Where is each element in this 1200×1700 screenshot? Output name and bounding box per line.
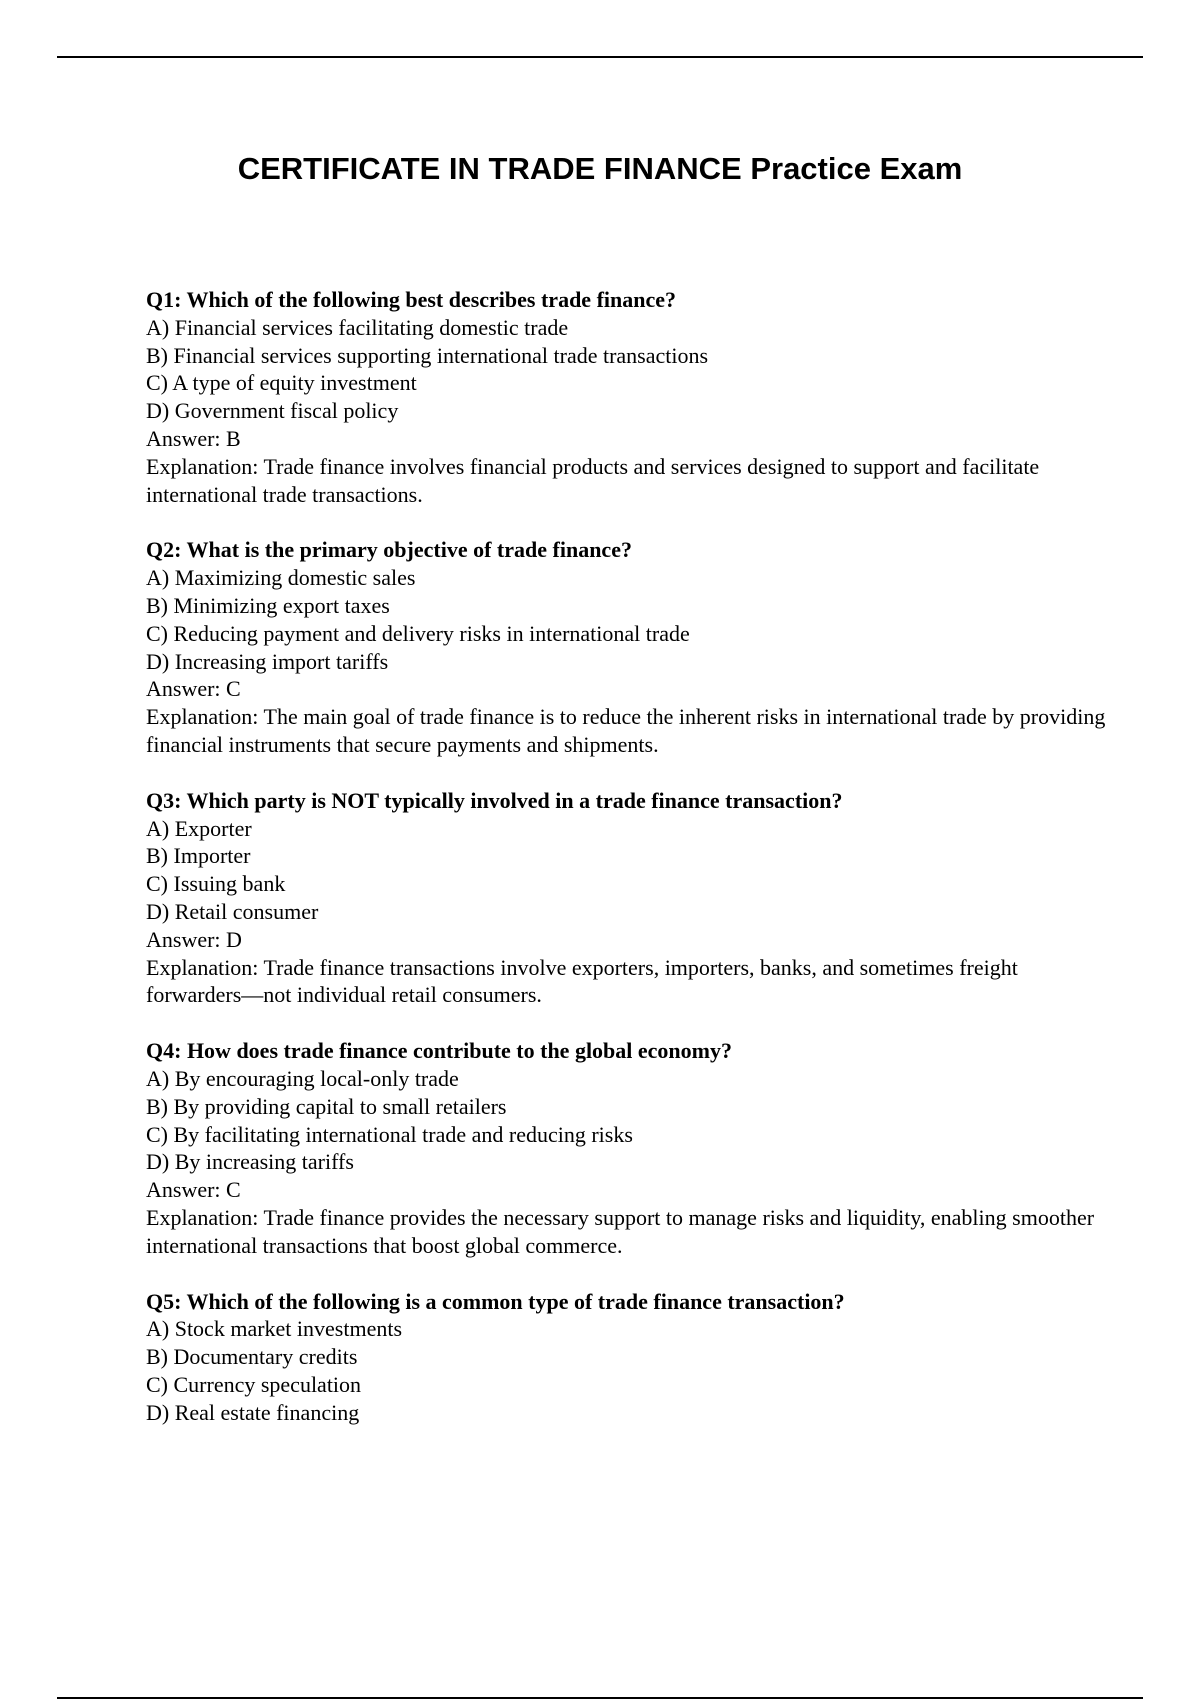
option-b: B) By providing capital to small retailers: [146, 1093, 507, 1119]
option-d: D) Increasing import tariffs: [146, 648, 389, 674]
question-text: Q5: Which of the following is a common type of trade finance transaction?: [146, 1288, 845, 1314]
question-block: [146, 787, 1106, 1009]
question-block: [146, 1288, 1106, 1427]
bottom-rule: [57, 1697, 1143, 1699]
option-b: B) Documentary credits: [146, 1344, 358, 1370]
option-c: C) A type of equity investment: [146, 370, 417, 396]
explanation-text: Explanation: Trade finance provides the necessary support to manage risks and liquidity, enabling smoother international transactions that boost global commerce.: [146, 1204, 1095, 1258]
option-a: A) Stock market investments: [146, 1316, 403, 1342]
option-c: C) By facilitating international trade and reducing risks: [146, 1121, 633, 1147]
top-rule: [57, 56, 1143, 58]
option-c: C) Currency speculation: [146, 1371, 362, 1397]
option-c: C) Issuing bank: [146, 871, 286, 897]
explanation-text: Explanation: Trade finance involves financial products and services designed to support and facilitate international trade transactions.: [146, 453, 1040, 507]
option-a: A) Financial services facilitating domestic trade: [146, 314, 569, 340]
answer-text: Answer: C: [146, 676, 241, 702]
option-c: C) Reducing payment and delivery risks in international trade: [146, 620, 690, 646]
explanation-text: Explanation: Trade finance transactions involve exporters, importers, banks, and sometimes freight forwarders—not individual retail consumers.: [146, 954, 1018, 1008]
option-b: B) Financial services supporting international trade transactions: [146, 342, 709, 368]
question-text: Q2: What is the primary objective of trade finance?: [146, 537, 632, 563]
question-block: [146, 1037, 1106, 1259]
question-text: Q3: Which party is NOT typically involved in a trade finance transaction?: [146, 787, 843, 813]
question-list: [146, 286, 1106, 1454]
question-text: Q1: Which of the following best describes trade finance?: [146, 287, 677, 312]
option-b: B) Minimizing export taxes: [146, 592, 390, 618]
option-d: D) Retail consumer: [146, 898, 319, 924]
option-a: A) Exporter: [146, 815, 252, 841]
explanation-text: Explanation: The main goal of trade finance is to reduce the inherent risks in international trade by providing financial instruments that secure payments and shipments.: [146, 704, 1106, 757]
option-d: D) By increasing tariffs: [146, 1149, 354, 1175]
option-a: A) Maximizing domestic sales: [146, 565, 416, 591]
answer-text: Answer: B: [146, 425, 241, 451]
question-block: [146, 536, 1106, 758]
option-a: A) By encouraging local-only trade: [146, 1065, 459, 1091]
question-block: [146, 286, 1106, 508]
option-d: D) Government fiscal policy: [146, 398, 399, 424]
question-text: Q4: How does trade finance contribute to the global economy?: [146, 1038, 732, 1064]
answer-text: Answer: D: [146, 926, 242, 952]
option-b: B) Importer: [146, 843, 251, 869]
option-d: D) Real estate financing: [146, 1399, 360, 1425]
document-title: CERTIFICATE IN TRADE FINANCE Practice Exam: [237, 151, 963, 186]
answer-text: Answer: C: [146, 1177, 241, 1203]
